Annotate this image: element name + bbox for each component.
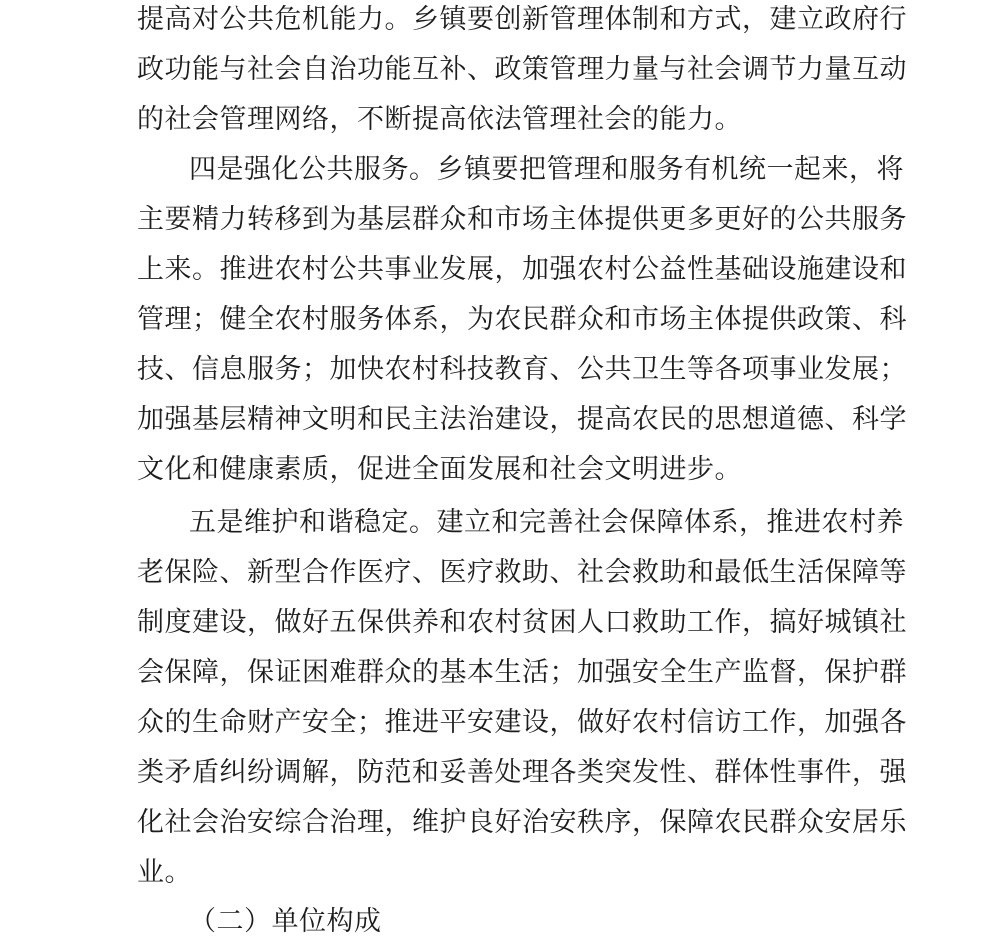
text-line: 文化和健康素质，促进全面发展和社会文明进步。: [137, 454, 742, 485]
text-line: 加 强 基 层 精 神 文 明 和 民 主 法 治 建 设 ， 提 高 农 民 的 思 想 道 德 、 科 学: [137, 404, 907, 435]
text-line: 业。: [137, 857, 192, 888]
text-line: 老 保 险 、 新 型 合 作 医 疗 、 医 疗 救 助 、 社 会 救 助 和 最 低 生 活 保 障 等: [137, 557, 907, 588]
text-line: 上 来 。 推 进 农 村 公 共 事 业 发 展 ， 加 强 农 村 公 益 性 基 础 设 施 建 设 和: [137, 254, 907, 285]
text-line: 会 保 障 ， 保 证 困 难 群 众 的 基 本 生 活 ； 加 强 安 全 生 产 监 督 ， 保 护 群: [137, 657, 907, 688]
text-line: 的社会管理网络，不断提高依法管理社会的能力。: [137, 104, 742, 135]
paragraph-start-line: 五 是 维 护 和 谐 稳 定 。 建 立 和 完 善 社 会 保 障 体 系 ， 推 进 农 村 养: [189, 507, 904, 538]
text-line: 政 功 能 与 社 会 自 治 功 能 互 补 、 政 策 管 理 力 量 与 社 会 调 节 力 量 互 动: [137, 54, 907, 85]
text-line: 管 理 ； 健 全 农 村 服 务 体 系 ， 为 农 民 群 众 和 市 场 主 体 提 供 政 策 、 科: [137, 304, 907, 335]
text-line: 提 高 对 公 共 危 机 能 力 。 乡 镇 要 创 新 管 理 体 制 和 方 式 ， 建 立 政 府 行: [137, 4, 907, 35]
text-line: 制 度 建 设 ， 做 好 五 保 供 养 和 农 村 贫 困 人 口 救 助 工 作 ， 搞 好 城 镇 社: [137, 607, 907, 638]
text-line: 技 、 信 息 服 务 ； 加 快 农 村 科 技 教 育 、 公 共 卫 生 等 各 项 事 业 发 展 ；: [137, 354, 907, 385]
paragraph-start-line: 四 是 强 化 公 共 服 务 。 乡 镇 要 把 管 理 和 服 务 有 机 统 一 起 来 ， 将: [189, 154, 904, 185]
text-line: 类 矛 盾 纠 纷 调 解 ， 防 范 和 妥 善 处 理 各 类 突 发 性 、 群 体 性 事 件 ， 强: [137, 757, 907, 788]
text-line: 化 社 会 治 安 综 合 治 理 ， 维 护 良 好 治 安 秩 序 ， 保 障 农 民 群 众 安 居 乐: [137, 807, 907, 838]
text-line: 众 的 生 命 财 产 安 全 ； 推 进 平 安 建 设 ， 做 好 农 村 信 访 工 作 ， 加 强 各: [137, 707, 907, 738]
section-heading: （二）单位构成: [189, 906, 382, 937]
text-line: 主 要 精 力 转 移 到 为 基 层 群 众 和 市 场 主 体 提 供 更 多 更 好 的 公 共 服 务: [137, 204, 907, 235]
